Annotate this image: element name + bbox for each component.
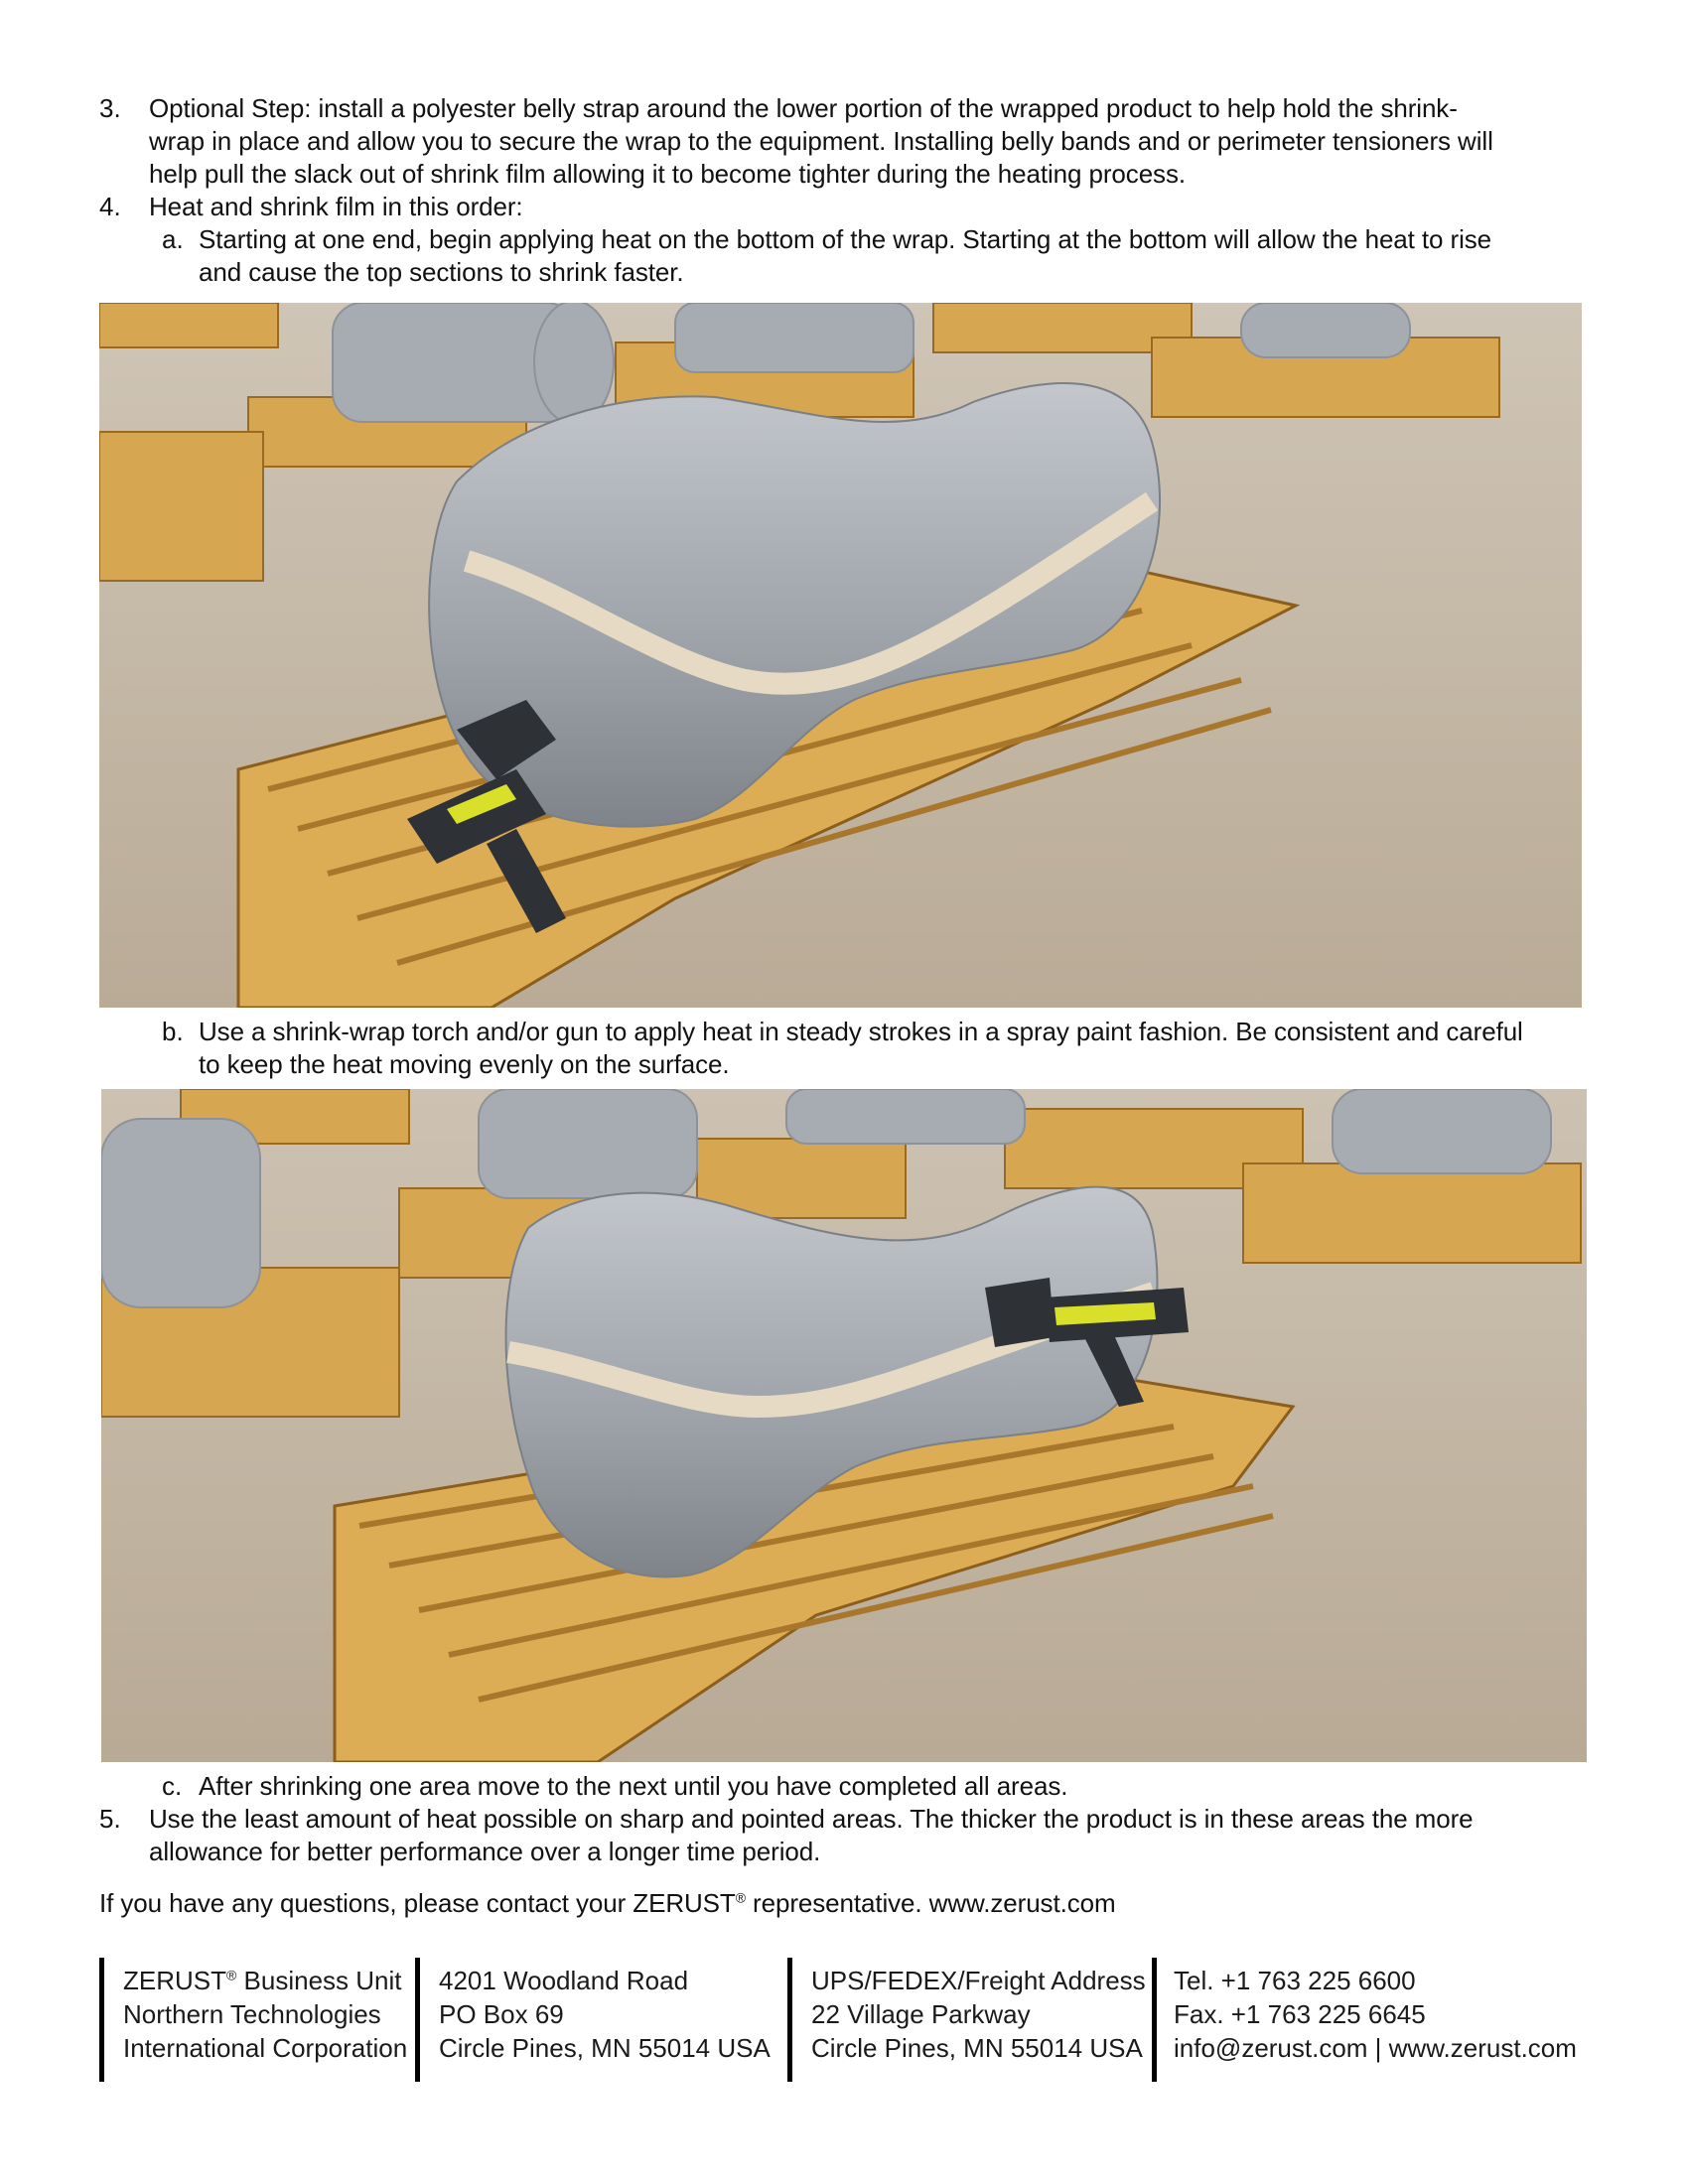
step-5-number: 5.	[99, 1804, 121, 1834]
contact-text-before: If you have any questions, please contact your ZERUST	[99, 1888, 736, 1918]
step-4a-letter: a.	[162, 224, 184, 254]
footer-divider-2	[415, 1958, 420, 2082]
footer-mailing-address	[439, 1964, 771, 2078]
contact-line	[99, 1887, 1116, 1920]
contact-text-after: representative. www.zerust.com	[745, 1888, 1116, 1918]
step-3-number: 3.	[99, 93, 121, 123]
footer-divider-4	[1152, 1958, 1157, 2082]
footer-company-line-1: ZERUST® Business Unit	[123, 1966, 402, 1995]
footer-email-web: info@zerust.com | www.zerust.com	[1174, 2033, 1577, 2063]
footer-mailing-line-1: 4201 Woodland Road	[439, 1966, 689, 1995]
step-3-text-line-1: Optional Step: install a polyester belly strap around the lower portion of the wrapped product to help hold the shrink-	[149, 93, 1458, 123]
step-4c-text: After shrinking one area move to the next until you have completed all areas.	[199, 1771, 1068, 1801]
footer-company-line-2: Northern Technologies	[123, 1999, 381, 2029]
step-5-text-line-2: allowance for better performance over a longer time period.	[149, 1837, 821, 1866]
footer-company	[123, 1964, 407, 2078]
shrink-wrap-photo-steady-strokes	[101, 1089, 1587, 1762]
footer-divider-1	[99, 1958, 104, 2082]
step-4a-text-line-2: and cause the top sections to shrink faster.	[199, 257, 684, 287]
footer-phone: Tel. +1 763 225 6600	[1174, 1966, 1416, 1995]
step-3-text-line-2: wrap in place and allow you to secure the wrap to the equipment. Installing belly bands and or perimeter tensioners will	[149, 126, 1493, 156]
step-3-text-line-3: help pull the slack out of shrink film allowing it to become tighter during the heating process.	[149, 159, 1186, 189]
footer-freight-line-3: Circle Pines, MN 55014 USA	[811, 2033, 1143, 2063]
footer-freight-line-2: 22 Village Parkway	[811, 1999, 1031, 2029]
shrink-wrap-photo-bottom-heating	[99, 303, 1582, 1008]
footer-freight-address	[811, 1964, 1146, 2078]
footer-company-line-3: International Corporation	[123, 2033, 408, 2063]
footer-divider-3	[787, 1958, 792, 2082]
registered-mark: ®	[735, 1889, 746, 1906]
step-4c-letter: c.	[162, 1771, 183, 1801]
footer-mailing-line-3: Circle Pines, MN 55014 USA	[439, 2033, 771, 2063]
step-4b-text-line-2: to keep the heat moving evenly on the surface.	[199, 1049, 730, 1079]
footer-mailing-line-2: PO Box 69	[439, 1999, 564, 2029]
step-4a-text-line-1: Starting at one end, begin applying heat on the bottom of the wrap. Starting at the bottom will allow the heat to rise	[199, 224, 1492, 254]
step-4b-letter: b.	[162, 1017, 184, 1046]
step-4-text: Heat and shrink film in this order:	[149, 192, 523, 221]
footer-freight-line-1: UPS/FEDEX/Freight Address	[811, 1966, 1146, 1995]
step-4-number: 4.	[99, 192, 121, 221]
footer-fax: Fax. +1 763 225 6645	[1174, 1999, 1426, 2029]
step-5-text-line-1: Use the least amount of heat possible on sharp and pointed areas. The thicker the product is in these areas the more	[149, 1804, 1474, 1834]
step-4b-text-line-1: Use a shrink-wrap torch and/or gun to apply heat in steady strokes in a spray paint fashion. Be consistent and careful	[199, 1017, 1523, 1046]
footer-contact-info	[1174, 1964, 1577, 2078]
